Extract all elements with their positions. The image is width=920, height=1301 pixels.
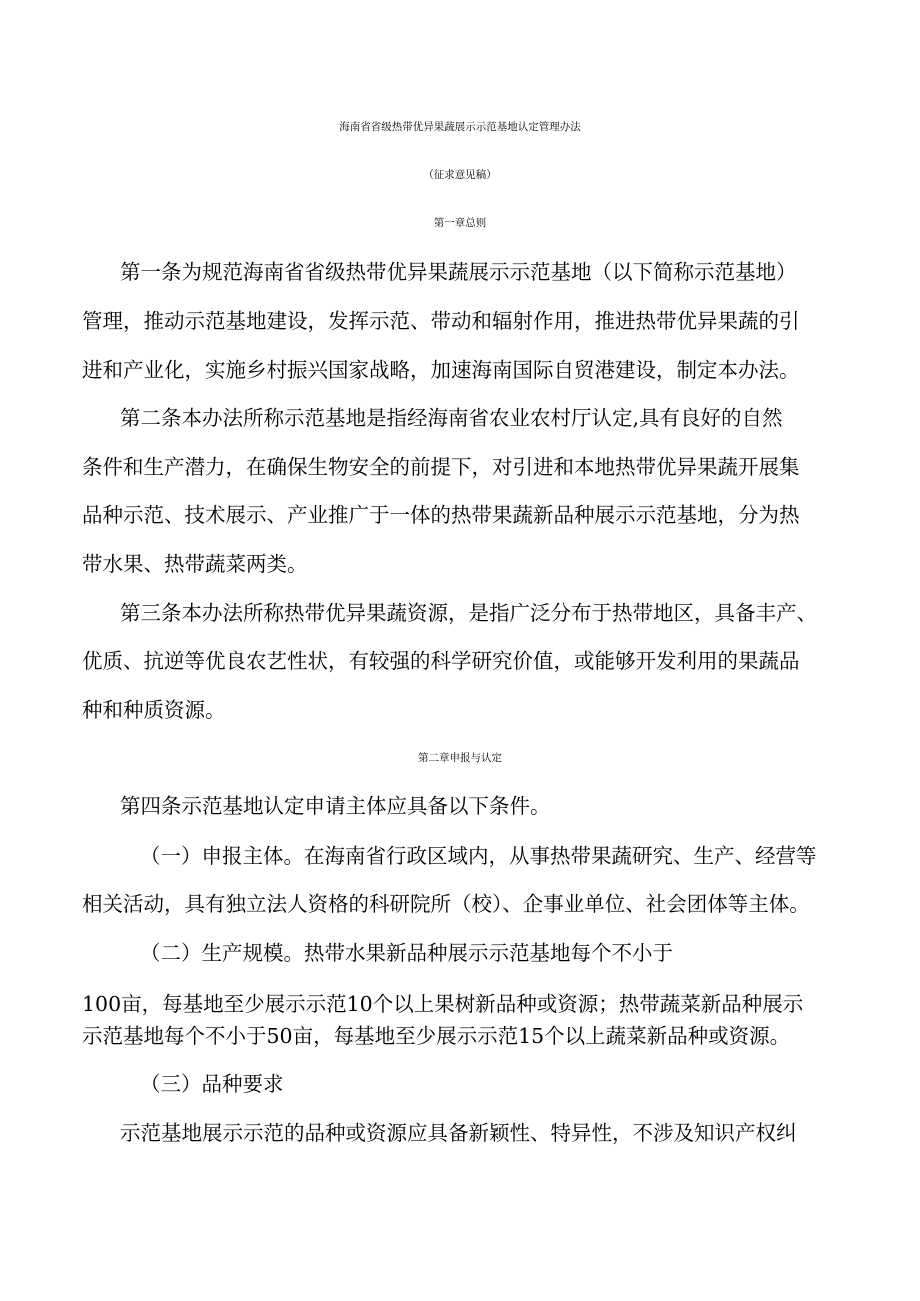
article-3-line-3: 种和种质资源。 (82, 698, 226, 722)
article-2-line-1: 第二条本办法所称示范基地是指经海南省农业农村厅认定,具有良好的自然 (120, 406, 783, 430)
article-2-line-2: 条件和生产潜力，在确保生物安全的前提下，对引进和本地热带优异果蔬开展集 (82, 455, 800, 479)
document-title: 海南省省级热带优异果蔬展示示范基地认定管理办法 (339, 121, 581, 133)
item-1-line-1: （一）申报主体。在海南省行政区域内，从事热带果蔬研究、生产、经营等 (140, 844, 817, 868)
item-2-line-1: （二）生产规模。热带水果新品种展示示范基地每个不小于 (140, 941, 673, 965)
chapter-heading-1: 第一章总则 (433, 217, 487, 229)
item-1-line-2: 相关活动，具有独立法人资格的科研院所（校）、企事业单位、社会团体等主体。 (82, 892, 810, 916)
item-2-line-3: 示范基地每个不小于50亩，每基地至少展示示范15个以上蔬菜新品种或资源。 (82, 1024, 791, 1048)
article-2-line-3: 品种示范、技术展示、产业推广于一体的热带果蔬新品种展示示范基地，分为热 (82, 503, 800, 527)
article-3-line-1: 第三条本办法所称热带优异果蔬资源，是指广泛分布于热带地区，具备丰产、 (120, 601, 817, 625)
article-2-line-4: 带水果、热带蔬菜两类。 (82, 552, 308, 576)
article-4: 第四条示范基地认定申请主体应具备以下条件。 (120, 794, 551, 818)
article-1-line-3: 进和产业化，实施乡村振兴国家战略，加速海南国际自贸港建设，制定本办法。 (82, 358, 800, 382)
item-2-line-2: 100亩，每基地至少展示示范10个以上果树新品种或资源；热带蔬菜新品种展示 (82, 992, 804, 1016)
item-3-line-1: 示范基地展示示范的品种或资源应具备新颖性、特异性，不涉及知识产权纠 (120, 1121, 797, 1145)
chapter-heading-2: 第二章申报与认定 (418, 752, 502, 764)
article-1-line-2: 管理，推动示范基地建设，发挥示范、带动和辐射作用，推进热带优异果蔬的引 (82, 309, 800, 333)
article-3-line-2: 优质、抗逆等优良农艺性状，有较强的科学研究价值，或能够开发利用的果蔬品 (82, 649, 800, 673)
article-1-line-1: 第一条为规范海南省省级热带优异果蔬展示示范基地（以下简称示范基地） (120, 260, 797, 284)
item-3-heading: （三）品种要求 (140, 1072, 284, 1096)
document-subtitle: （征求意见稿） (423, 169, 497, 181)
